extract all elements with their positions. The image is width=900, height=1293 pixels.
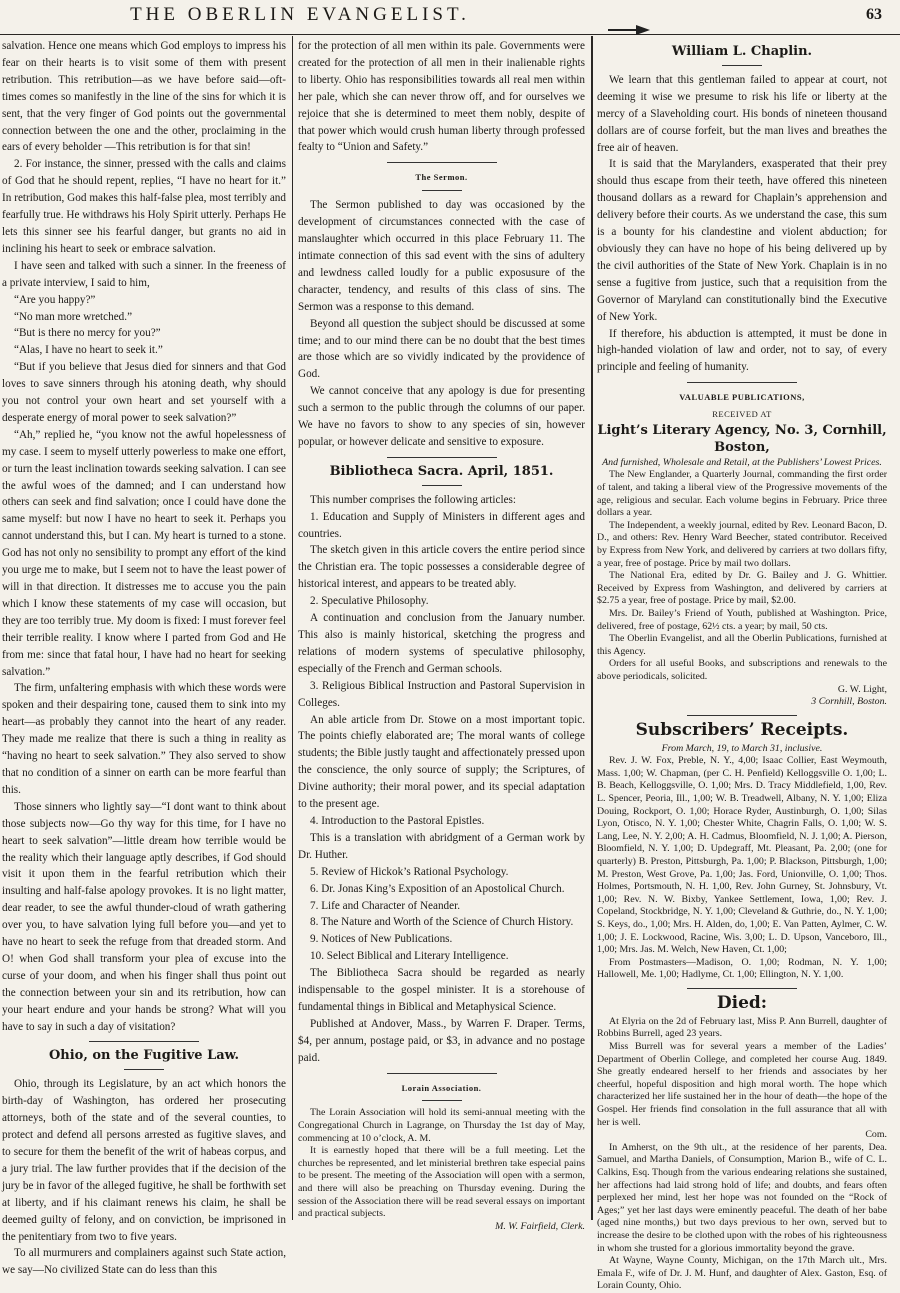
article-paragraph: The Bibliotheca Sacra should be regarded as nearly indispensable to the gospel minister. It is a storehouse of fundamental things in Biblical and Metaphysical Science.: [298, 967, 585, 1013]
list-item: 2. Speculative Philosophy.: [310, 595, 429, 608]
divider: [422, 485, 462, 486]
article-paragraph: This number comprises the following articles:: [310, 493, 516, 506]
list-item: 8. The Nature and Worth of the Science of Church History.: [310, 916, 574, 929]
divider: [387, 162, 497, 163]
headline-receipts: Subscribers’ Receipts.: [635, 719, 849, 740]
dialogue-line: “Are you happy?”: [14, 293, 96, 306]
article-paragraph: We cannot conceive that any apology is due for presenting such a sermon to the public through the columns of our paper. We have no favors to show to any species of sin, however popular, or however delicate and sensitive to exposure.: [298, 385, 585, 448]
list-item: 3. Religious Biblical Instruction and Pastoral Supervision in Colleges.: [298, 679, 585, 709]
article-paragraph: If therefore, his abduction is attempted, it must be done in high-handed violation of law and order, not to say, of every principle and feeling of humanity.: [597, 327, 887, 374]
list-item: 9. Notices of New Publications.: [310, 933, 453, 946]
headline-ohio: Ohio, on the Fugitive Law.: [48, 1048, 240, 1064]
list-item: 7. Life and Character of Neander.: [310, 899, 461, 912]
divider: [422, 190, 462, 191]
ad-item: The New Englander, a Quarterly Journal, commanding the first order of talent, and taking a liberal view of the Progressive movements of the age, religious and secular. Each volume begins in February. Price three dollars a year.: [597, 469, 887, 519]
article-paragraph: An able article from Dr. Stowe on a most important topic. The points chiefly elaborated are; The moral wants of college students; the Bible justly taught and affectionately pressed upon the conscience, the only source of supply; the Scriptures, of Divine authority; their moral power, and its special adaptation to the present age.: [298, 713, 585, 811]
column-rule: [292, 36, 293, 1220]
list-item: 4. Introduction to the Pastoral Epistles.: [310, 814, 485, 827]
list-item: 10. Select Biblical and Literary Intelligence.: [310, 950, 509, 963]
headline-died: Died:: [716, 992, 768, 1013]
receipts-dates: From March, 19, to March 31, inclusive.: [661, 742, 823, 754]
article-paragraph: The sketch given in this article covers the entire period since the Christian era. The topic possesses a considerable degree of historical interest, and appears to be treated ably.: [298, 544, 585, 591]
headline-chaplin: William L. Chaplin.: [671, 44, 813, 59]
divider: [387, 457, 497, 458]
divider: [387, 1073, 497, 1074]
article-paragraph: A continuation and conclusion from the January number. This also is mainly historical, sketching the progress and relations of modern systems of speculative philosophy, especially of the French and German schools.: [298, 612, 585, 675]
article-paragraph: I have seen and talked with such a sinner. In the freeness of a private interview, I said to him,: [2, 259, 286, 289]
divider: [722, 65, 762, 66]
page-number: 63: [866, 6, 882, 23]
newspaper-title: THE OBERLIN EVANGELIST.: [130, 4, 470, 25]
divider: [422, 1100, 462, 1101]
article-paragraph: for the protection of all men within its pale. Governments were created for the protection of all men in their inalienable rights to liberty. Ohio has responsibilities towards all real men within her pale, which she can never throw off, and for ourselves we rejoice that she is determined to meet them nobly, despite of that power which would crush human liberty through professed fealty to “Union and Safety.”: [298, 40, 585, 154]
obituary: Miss Burrell was for several years a member of the Ladies’ Department of Oberlin College, and completed her course Aug. 1849. She greatly endeared herself to her friends and associates by her cheerful, hopeful disposition and high moral worth. The hope which characterized her life sustained her in the hour of death—the hope of the Gospel. Her friends find consolation in the full assurance that all with her is well.: [597, 1041, 887, 1128]
column-right: [597, 38, 887, 1292]
obituary-signature: Com.: [865, 1129, 887, 1141]
dialogue-line: “No man more wretched.”: [14, 310, 133, 323]
obituary: At Elyria on the 2d of February last, Miss P. Ann Burrell, daughter of Robbins Burrell, aged 23 years.: [597, 1015, 887, 1040]
obituary: At Wayne, Wayne County, Michigan, on the 17th March ult., Mrs. Emala F., wife of Dr. J. M. Hunf, and daughter of Alex. Gaston, Esq. of Lorain County, Ohio.: [597, 1255, 887, 1292]
list-item: 1. Education and Supply of Ministers in different ages and countries.: [298, 510, 585, 540]
article-paragraph: “But if you believe that Jesus died for sinners and that God loves to save sinners through his atoning death, why should you not control your own heart and set yourself with a desperate energy of moral power to seek salvation?”: [2, 361, 286, 424]
article-paragraph: The Sermon published to day was occasioned by the development of circumstances connected with the case of manslaughter which occurred in this place February 11. The intimate connection of this sad event with the sins of adultery and lewdness called loudly for a public exposusure of the character, tendency, and results of this class of sins. The Sermon was a response to this demand.: [298, 199, 585, 313]
ad-item: The Oberlin Evangelist, and all the Oberlin Publications, furnished at this Agency.: [597, 633, 887, 657]
article-paragraph: Ohio, through its Legislature, by an act which honors the birth-day of Washington, has ordered her prosecuting attorneys, both of the state and of the several counties, to protect and defend all persons arrested as fugitive slaves, and to secure for them the benefit of the writ of habeas corpus, and a jury trial. The law further provides that if the decision of the jury be in favor of the alleged fugitive, he shall be forthwith set at liberty, and if his claimant renews his claim, he shall be deemed guilty of felony, and on conviction, be imprisoned in the penitentiary from two to five years.: [2, 1078, 286, 1243]
article-paragraph: salvation. Hence one means which God employs to impress his fear on their hearts is to visit some of them with present retribution. This retribution—as we have before said—oft-times comes so manifestly in the line of the sins for which it is sent, that the very finger of God points out the governmental connection between the one and the other, proclaiming in the ears of every beholder —This retribution is for that sin!: [2, 40, 286, 154]
list-item: 5. Review of Hickok’s Rational Psychology.: [310, 865, 509, 878]
divider: [124, 1069, 164, 1070]
headline-bibliotheca: Bibliotheca Sacra. April, 1851.: [329, 463, 554, 479]
article-paragraph: The firm, unfaltering emphasis with which these words were spoken and their despairing tone, caused them to sink into my heart—as probably they cannot into the heart of any reader. They made me realize that there is such a thing in reality as “having no heart to seek salvation.” They also served to show that no condition of a sinner on earth can be more fearful than this.: [2, 682, 286, 796]
column-rule: [591, 36, 593, 1220]
receipts-list: Rev. J. W. Fox, Preble, N. Y., 4,00; Isaac Collier, East Weymouth, Mass. 1,00; W. Chapman, (per C. H. Penfield) Kelloggsville O. 1,00; L. B. Beach, Kelloggsville, O. 1,00; Mrs. D. Tracy Middlefield, 1,00, Rev. L. Spencer, Peoria, Ill., 1,00; W. B. Treadwell, Albany, N. Y. 1,00; Eliza Douing, Rockport, O. 1,00; Horace Ryder, Austinburgh, O. 1,00; Silas Lyon, Otisco, N. Y. 1,00; Chester White, Chagrin Falls, O. 1,00; W. S. Lang, Lee, N. Y. 2,00; A. H. Cadmus, Bloomfield, N. J. 1,00; A. Pierson, Bloomfield, N. Y. 1,00; D. Updegraff, Mt. Pleasant, Pa. 2,00; (one for quarterly) B. Preston, Pittsburgh, Pa. 1,00; P. Blackson, Pittsburgh, 1,00; M. Preston, West Grove, Pa. 1,00; Jas. Ford, Unionville, O. 1,00; Thos. Holmes, Portsmouth, N. H. 1,00, Rev. John Gurney, St. Johnsbury, Vt. 1,00; Rev. N. W. Bixby, Yankee Settlement, Iowa, 1,00; Rev. J. Copeland, Stockbridge, N. Y. 1,00; Cleveland & Guthrie, do., N. Y. 1,00; S. Keys, do., 1,00; Mrs. H. Alden, do, 1,00; E. Van Patten, Aylmer, C. W. 1,00; J. E. Lockwood, Racine, Wis. 3,00; L. D. Upson, Vanceboro, Ill., 1,00; Mrs. Jas. M. Welch, New Haven, Ct. 1,00;: [597, 755, 887, 956]
ad-agency-name: Light’s Literary Agency, No. 3, Cornhill, Boston,: [597, 423, 887, 455]
article-paragraph: To all murmurers and complainers against such State action, we say—No civilized State can do less than this: [2, 1247, 286, 1277]
notice-paragraph: It is earnestly hoped that there will be a full meeting. Let the churches be represented, and let ministerial brethren take especial pains to be present. The meeting of the Association will open with a sermon, and there will also be preaching on Thursday evening. During the session of the Association there will be read several essays on important and practical subjects.: [298, 1145, 585, 1220]
ad-item: Orders for all useful Books, and subscriptions and renewals to the above periodicals, solicited.: [597, 658, 887, 682]
signature: M. W. Fairfield, Clerk.: [495, 1220, 585, 1232]
ad-item: The Independent, a weekly journal, edited by Rev. Leonard Bacon, D. D., and others: Rev. Henry Ward Beecher, stated contributor. Received by Express from New York, and delivered by carriers at two dollars fifty, a year, free of postage. Price by mail two dollars.: [597, 519, 887, 569]
ad-heading: VALUABLE PUBLICATIONS,: [679, 392, 805, 403]
dialogue-line: “Alas, I have no heart to seek it.”: [14, 344, 163, 357]
headline-lorain: Lorain Association.: [401, 1082, 482, 1093]
article-paragraph: Those sinners who lightly say—“I dont want to think about those subjects now—Go thy way for this time, for I have no heart to seek salvation”—little dream how terrible would be the reality which their language aptly describes, if God should visit it upon them in the fearful retribution which their insulting and half-false apology provokes. It is no light matter, dear reader, to see the awful thunder-cloud of wrath gathering over you, to have salvation lying full before you—and yet to have no heart to seek the refuge from that dreaded storm. And O! when God shall transform your plea of excuse into the curse of your doom, and when his finger shall thus point out the connection between your sin and its retribution, how can your heart endure and your hands be strong? What will you have to say in such a day of visitation?: [2, 800, 286, 1033]
notice-paragraph: The Lorain Association will hold its semi-annual meeting with the Congregational Church in Lagrange, on Thursday the 1st day of May, commencing at 10 o’clock, A. M.: [298, 1107, 585, 1144]
ad-item: The National Era, edited by Dr. G. Bailey and J. G. Whittier. Received by Express from Washington, and delivered by carriers at $2.75 a year, free of postage. Price by mail, $2.00.: [597, 570, 887, 607]
ad-item: Mrs. Dr. Bailey’s Friend of Youth, published at Washington. Price, delivered, free of postage, 62½ cts. a year; by mail, 50 cts.: [597, 607, 887, 632]
masthead: [0, 0, 900, 35]
article-paragraph: Beyond all question the subject should be discussed at some time; and to our mind there can be no doubt that the best times are those which are so vividly indicated by the providence of God.: [298, 317, 585, 381]
obituary: In Amherst, on the 9th ult., at the residence of her parents, Dea. Samuel, and Martha Daniels, of Consumption, Marion B., wife of C. L. Calkins, Esq. Though from the various endearing relations she sustained, her affections had laid strong hold of life; and doubts, and fears often perplexed her mind, lest her hope was not founded on the “Rock of Ages;” yet her last days were eminently peaceful. The death of her babe (aged nine months,) but two days previous to her own, served but to increase the desire to be clothed upon with the robes of his righteousness in whom she trusted for a glorious immortality beyond the grave.: [597, 1141, 887, 1254]
ad-address: 3 Cornhill, Boston.: [811, 696, 887, 708]
article-paragraph: 2. For instance, the sinner, pressed with the calls and claims of God that he should repent, replies, “I have no heart for it.” In retribution, God makes this half-false plea, most terribly and fearfully true. He withdraws his Holy Spirit utterly. Perhaps He lets this sinner see his fearful danger, but grants no aid in inclining his heart to seek or embrace salvation.: [2, 158, 286, 255]
ad-tagline: And furnished, Wholesale and Retail, at the Publishers’ Lowest Prices.: [602, 456, 882, 468]
article-paragraph: Published at Andover, Mass., by Warren F. Draper. Terms, $4, per annum, postage paid, or $3, in advance and no postage paid.: [298, 1017, 585, 1064]
ad-subheading: RECEIVED AT: [712, 409, 772, 420]
headline-sermon: The Sermon.: [415, 172, 468, 183]
article-paragraph: It is said that the Marylanders, exasperated that their prey should thus escape from their teeth, have offered this nineteen thousand dollars as a reward for Chaplain’s apprehension and delivery before their courts. As we understand the case, this sum is a bounty for his clandestine and violent abduction; for obviously they can have no hope of his being delivered up by the civil authorities of the State of New York. Chaplain is in no sense a fugitive from justice, such that a requisition from the Governor of Maryland can constitutionally bind the Executive of New York.: [597, 158, 887, 323]
hand-pointer-icon: [606, 22, 656, 38]
column-middle: [298, 38, 585, 1232]
receipts-postmasters: From Postmasters—Madison, O. 1,00; Rodman, N. Y. 1,00; Hallowell, Me. 1,00; Hadlyme, Ct. 1,00; Ellington, N. Y. 1,00.: [597, 956, 887, 981]
article-paragraph: “Ah,” replied he, “you know not the awful hopelessness of my case. I seem to myself utterly powerless to make one effort, or turn the least inclination towards seeking salvation. I can see the awful woes of the damned; and I can understand how others can seek and find salvation; once I could have done the same myself: but now I have no heart to seek it. Perhaps you cannot understand this, but I can. My heart is turned to a stone. God has not only no sensibility to prompt any effort of the kind you urge me to make, but I seem not to have the least power of will in that direction. It distresses me to accuse you the pain which I know these statements of my case will occasion, but they are too terribly true. My doom is fixed: I must forever feel their terrible reality. I know where I parted from God and He from me: since that fatal hour, I have had no heart for seeking salvation.”: [2, 428, 286, 678]
article-paragraph: This is a translation with abridgment of a German work by Dr. Huther.: [298, 831, 585, 861]
divider: [687, 988, 797, 989]
article-paragraph: We learn that this gentleman failed to appear at court, not deeming it wise we presume to risk his life or liberty at the mercy of a Slaveholding court. His bonds of nineteen thousand dollars are of course forfeit, but the man lives and breathes the free air of heaven.: [597, 73, 887, 154]
list-item: 6. Dr. Jonas King’s Exposition of an Apostolical Church.: [310, 882, 565, 895]
divider: [687, 382, 797, 383]
divider: [89, 1041, 199, 1042]
divider: [687, 715, 797, 716]
column-left: [2, 38, 286, 1277]
dialogue-line: “But is there no mercy for you?”: [14, 327, 161, 340]
ad-signature: G. W. Light,: [837, 683, 887, 695]
